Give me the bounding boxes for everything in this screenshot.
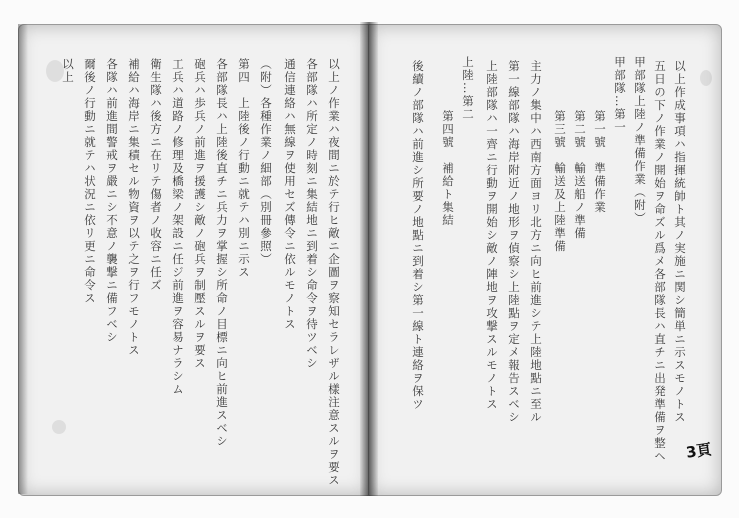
right-page-line: 後續ノ部隊ハ前進シ所要ノ地點ニ到着シ第一線ト連絡ヲ保ツ [411, 60, 425, 411]
left-page-line: 以上 [61, 58, 75, 84]
left-page-line: 各部隊ハ所定ノ時刻ニ集結地ニ到着シ命令ヲ待ツベシ [305, 58, 319, 370]
left-page-line: 各部隊長ハ上陸後直チニ兵力ヲ掌握シ所命ノ目標ニ向ヒ前進スベシ [215, 58, 229, 448]
right-page-line: 甲部隊上陸ノ準備作業（附） [633, 56, 647, 225]
left-page-line: 通信連絡ハ無線ヲ使用セズ傳令ニ依ルモノトス [283, 58, 297, 331]
page-stain [700, 70, 712, 86]
right-page-line: 上陸…第二 [461, 56, 475, 121]
left-page-line: 爾後ノ行動ニ就テハ状況ニ依リ更ニ命令ス [83, 58, 97, 305]
right-page-line: 五日の下ノ作業ノ開始ヲ命ズル爲メ各部隊長ハ直チニ出発準備ヲ整ヘ [653, 60, 667, 463]
right-page-line: 第一號 準備作業 [593, 110, 607, 214]
left-page-line: 以上ノ作業ハ夜間ニ於テ行ヒ敵ニ企圖ヲ察知セラレザル樣注意スルヲ要ス [327, 58, 341, 487]
left-page-line: 工兵ハ道路ノ修理及橋梁ノ架設ニ任ジ前進ヲ容易ナラシム [171, 58, 185, 396]
right-page-line: 主力ノ集中ハ西南方面ヨリ北方ニ向ヒ前進シテ上陸地點ニ至ル [529, 60, 543, 424]
left-page-line: 補給ハ海岸ニ集積セル物資ヲ以テ之ヲ行フモノトス [127, 58, 141, 357]
right-page-line: 第二號 輸送船ノ準備 [573, 110, 587, 240]
left-page-line: 各隊ハ前進間警戒ヲ嚴ニシ不意ノ襲撃ニ備フベシ [105, 58, 119, 344]
right-page-line: 第一線部隊ハ海岸附近ノ地形ヲ偵察シ上陸點ヲ定メ報告スベシ [507, 60, 521, 424]
page-number: 3頁 [684, 440, 713, 462]
book-gutter [360, 22, 378, 496]
right-page-line: 以上作成事項ハ指揮統帥ト其ノ実施ニ関シ簡単ニ示スモノトス [673, 60, 687, 424]
left-page-line: （附）各種作業ノ細部（別冊參照） [259, 58, 273, 266]
left-page-line: 砲兵ハ歩兵ノ前進ヲ援護シ敵ノ砲兵ヲ制壓スルヲ要ス [193, 58, 207, 370]
right-page-line: 第三號 輸送及上陸準備 [553, 110, 567, 253]
left-edge-shadow [18, 24, 28, 494]
right-page-line: 上陸部隊ハ一齊ニ行動ヲ開始シ敵ノ陣地ヲ攻撃スルモノトス [485, 60, 499, 411]
right-page-line: 甲部隊…第一 [613, 56, 627, 134]
left-page-line: 第四 上陸後ノ行動ニ就テハ別ニ示ス [237, 58, 251, 279]
right-page-line: 第四號 補給ト集結 [441, 110, 455, 227]
left-page-line: 衛生隊ハ後方ニ在リテ傷者ノ收容ニ任ズ [149, 58, 163, 292]
